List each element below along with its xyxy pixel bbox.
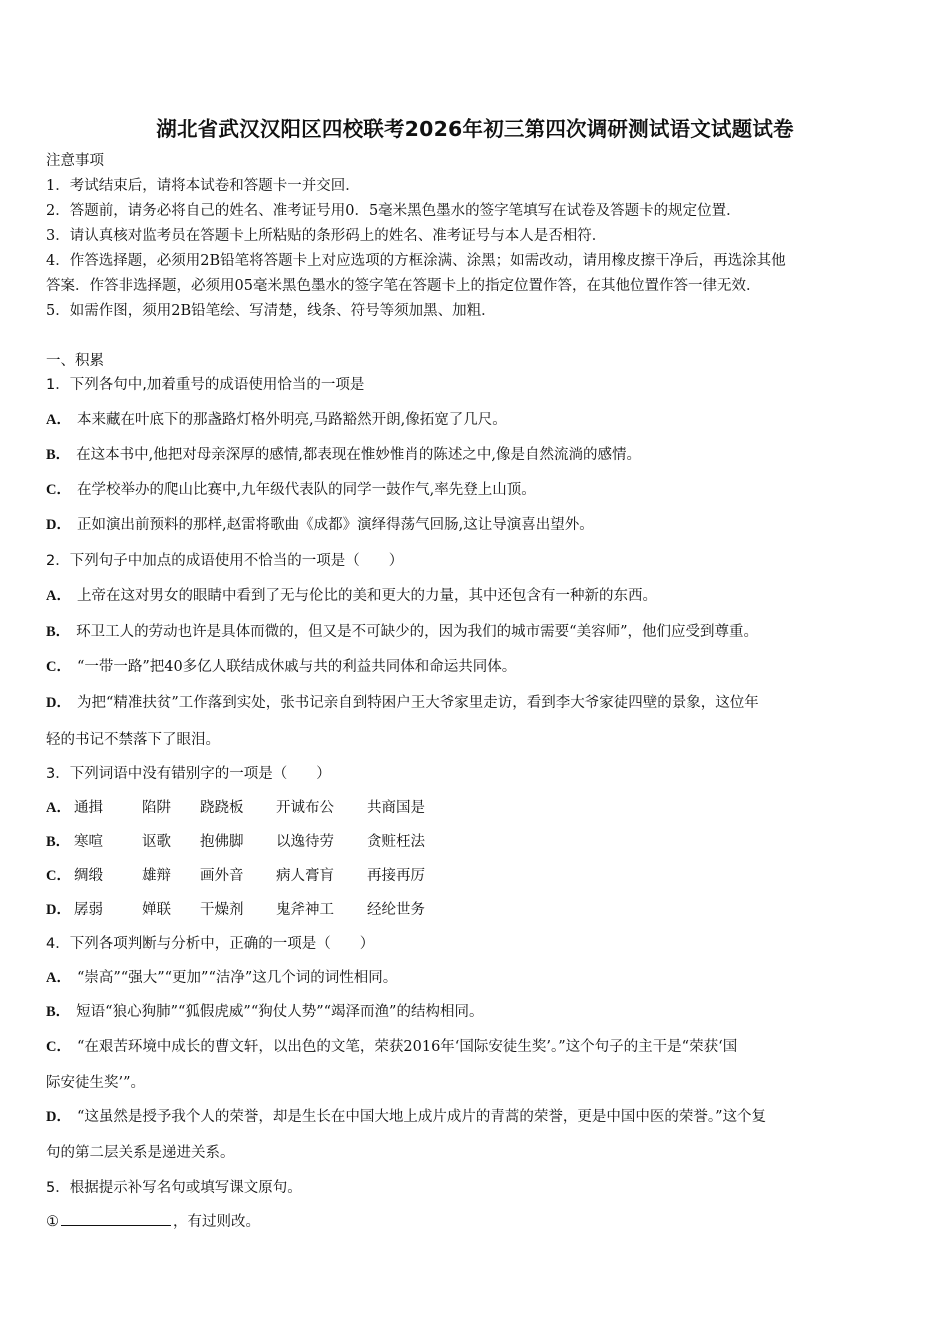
question-1-option-d: [46, 515, 594, 535]
notice-heading: 注意事项: [46, 153, 104, 169]
option-label: B．: [46, 624, 71, 640]
option-label: A．: [46, 970, 71, 986]
word: 病人膏肓: [276, 868, 334, 884]
item-text: ，有过则改。: [173, 1214, 260, 1230]
option-label: D．: [46, 902, 71, 918]
word: 共商国是: [367, 800, 425, 816]
word: 婵联: [142, 902, 171, 918]
option-text: “在艰苦环境中成长的曹文轩，以出色的文笔，荣获2016年‘国际安徒生奖’。”这个句子的主干是“荣获‘国: [76, 1039, 738, 1055]
question-2-option-d-continuation: 轻的书记不禁落下了眼泪。: [46, 732, 220, 748]
word: 贪赃枉法: [367, 834, 425, 850]
option-text: 本来藏在叶底下的那盏路灯格外明亮,马路豁然开朗,像拓宽了几尺。: [76, 412, 507, 428]
option-text: 在这本书中,他把对母亲深厚的感情,都表现在惟妙惟肖的陈述之中,像是自然流淌的感情。: [76, 447, 641, 463]
option-text: “崇高”“强大”“更加”“洁净”这几个词的词性相同。: [76, 970, 398, 986]
word: 干燥剂: [200, 902, 244, 918]
word: 开诚布公: [276, 800, 334, 816]
option-text: “这虽然是授予我个人的荣誉，却是生长在中国大地上成片成片的青蒿的荣誉，更是中国中医的荣誉。”这个复: [76, 1109, 767, 1125]
option-text: 为把“精准扶贫”工作落到实处，张书记亲自到特困户王大爷家里走访，看到李大爷家徒四壁的景象，这位年: [76, 695, 759, 711]
question-1-stem: 1．下列各句中,加着重号的成语使用恰当的一项是: [46, 377, 365, 393]
word: 画外音: [200, 868, 244, 884]
question-2-option-d: [46, 693, 759, 713]
word: 以逸待劳: [276, 834, 334, 850]
question-5-item-1: [46, 1211, 260, 1232]
word: 寒喧: [74, 834, 103, 850]
question-1-option-a: [46, 410, 507, 430]
word: 孱弱: [74, 902, 103, 918]
question-3-option-b: [46, 832, 76, 852]
option-label: B．: [46, 1004, 71, 1020]
notice-item: 答案．作答非选择题，必须用05毫米黑色墨水的签字笔在答题卡上的指定位置作答，在其他位置作答一律无效．: [46, 278, 761, 294]
option-label: B．: [46, 447, 71, 463]
option-text: 短语“狼心狗肺”“狐假虎威”“狗仗人势”“竭泽而渔”的结构相同。: [76, 1004, 484, 1020]
word: 再接再厉: [367, 868, 425, 884]
question-4-stem: 4．下列各项判断与分析中，正确的一项是（ ）: [46, 936, 375, 952]
question-3-option-a: [46, 798, 77, 818]
word: 抱佛脚: [200, 834, 244, 850]
word: 陷阱: [142, 800, 171, 816]
question-1-option-c: [46, 480, 536, 500]
question-2-option-b: [46, 622, 758, 642]
option-text: 在学校举办的爬山比赛中,九年级代表队的同学一鼓作气,率先登上山顶。: [76, 482, 536, 498]
option-text: “一带一路”把40多亿人联结成休戚与共的利益共同体和命运共同体。: [76, 659, 517, 675]
question-4-option-d: [46, 1107, 766, 1127]
word: 绸缎: [74, 868, 103, 884]
notice-item: 2．答题前，请务必将自己的姓名、准考证号用0．5毫米黑色墨水的签字笔填写在试卷及答题卡的规定位置．: [46, 203, 741, 219]
option-text: 上帝在这对男女的眼睛中看到了无与伦比的美和更大的力量，其中还包含有一种新的东西。: [76, 588, 657, 604]
question-2-option-a: [46, 586, 657, 606]
answer-blank[interactable]: [61, 1211, 171, 1226]
question-4-option-c-continuation: 际安徒生奖’”。: [46, 1075, 146, 1091]
option-label: C．: [46, 482, 71, 498]
item-number: ①: [46, 1214, 59, 1230]
notice-item: 3．请认真核对监考员在答题卡上所粘贴的条形码上的姓名、准考证号与本人是否相符．: [46, 228, 607, 244]
question-3-stem: 3．下列词语中没有错别字的一项是（ ）: [46, 766, 331, 782]
option-label: A．: [46, 800, 71, 816]
question-3-option-d: [46, 900, 77, 920]
section-heading: 一、积累: [46, 353, 104, 369]
question-4-option-a: [46, 968, 397, 988]
notice-item: 5．如需作图，须用2B铅笔绘、写清楚，线条、符号等须加黑、加粗．: [46, 303, 496, 319]
word: 通揖: [74, 800, 103, 816]
question-3-option-c: [46, 866, 77, 886]
option-label: D．: [46, 517, 71, 533]
option-label: B．: [46, 834, 71, 850]
page-title: 湖北省武汉汉阳区四校联考2026年初三第四次调研测试语文试题试卷: [156, 117, 794, 141]
question-4-option-b: [46, 1002, 483, 1022]
notice-item: 4．作答选择题，必须用2B铅笔将答题卡上对应选项的方框涂满、涂黑；如需改动，请用橡皮擦干净后，再选涂其他: [46, 253, 786, 269]
question-4-option-d-continuation: 句的第二层关系是递进关系。: [46, 1145, 235, 1161]
option-text: 正如演出前预料的那样,赵雷将歌曲《成都》演绎得荡气回肠,这让导演喜出望外。: [76, 517, 594, 533]
word: 雄辩: [142, 868, 171, 884]
option-text: 环卫工人的劳动也许是具体而微的，但又是不可缺少的，因为我们的城市需要“美容师”，他们应受到尊重。: [76, 624, 758, 640]
option-label: D．: [46, 1109, 71, 1125]
option-label: D．: [46, 695, 71, 711]
word: 鬼斧神工: [276, 902, 334, 918]
word: 经纶世务: [367, 902, 425, 918]
option-label: A．: [46, 412, 71, 428]
question-2-stem: 2．下列句子中加点的成语使用不恰当的一项是（ ）: [46, 553, 404, 569]
word: 跷跷板: [200, 800, 244, 816]
option-label: C．: [46, 868, 71, 884]
notice-item: 1．考试结束后，请将本试卷和答题卡一并交回．: [46, 178, 360, 194]
question-5-stem: 5．根据提示补写名句或填写课文原句。: [46, 1180, 302, 1196]
option-label: C．: [46, 659, 71, 675]
word: 讴歌: [142, 834, 171, 850]
option-label: A．: [46, 588, 71, 604]
option-label: C．: [46, 1039, 71, 1055]
question-1-option-b: [46, 445, 641, 465]
question-4-option-c: [46, 1037, 737, 1057]
question-2-option-c: [46, 657, 516, 677]
